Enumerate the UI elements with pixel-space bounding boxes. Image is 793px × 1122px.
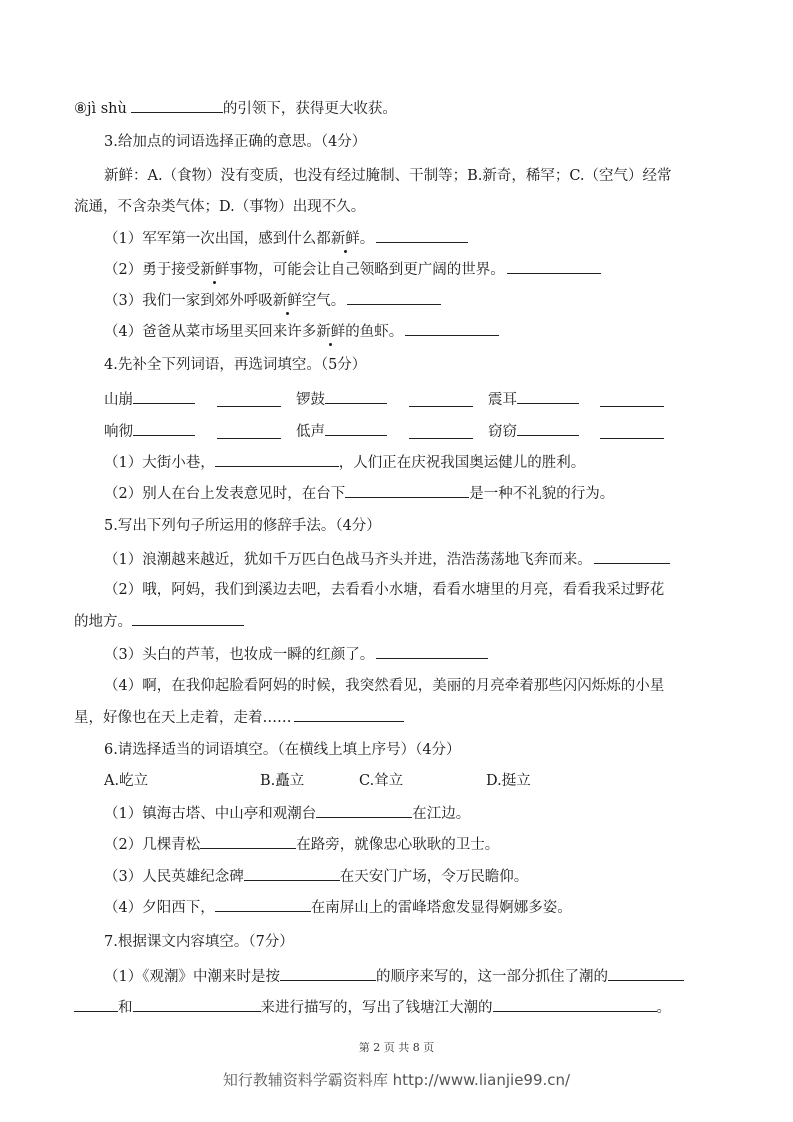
item-8-pinyin: ⑧jì shù [74,101,127,117]
answer-blank[interactable] [215,897,311,912]
option-d: D.挺立 [486,773,531,789]
q7-sentence-1-cont: 和 来进行描写的，写出了钱塘江大潮的 。 [74,997,671,1018]
dotted-word: 新鲜 [330,231,360,247]
q5-sentence-4: （4）啊，在我仰起脸看阿妈的时候，我突然看见，美丽的月亮牵着那些闪闪烁烁的小星 [104,678,665,694]
answer-blank[interactable] [517,389,579,404]
answer-blank[interactable] [376,228,468,243]
answer-blank[interactable] [409,424,473,439]
q5-sentence-1: （1）浪潮越来越近，犹如千万匹白色战马齐头并进，浩浩荡荡地飞奔而来。 [104,549,670,570]
option-c: C.耸立 [359,773,404,789]
answer-blank[interactable] [133,389,195,404]
q3-sentence-4: （4）爸爸从菜市场里买回来许多新鲜的鱼虾。 [104,321,499,342]
q6-sentence-2: （2）几棵青松 在路旁，就像忠心耿耿的卫士。 [104,834,499,855]
answer-blank[interactable] [600,392,664,407]
q5-sentence-3: （3）头白的芦苇，也妆成一瞬的红颜了。 [104,644,488,665]
answer-blank[interactable] [517,421,579,436]
q4-sentence-1: （1）大街小巷， ，人们正在庆祝我国奥运健儿的胜利。 [104,452,585,473]
answer-blank[interactable] [131,98,223,113]
dotted-word: 新鲜 [316,324,346,340]
watermark: 知行教辅资料学霸资料库 http://www.lianjie99.cn/ [222,1071,571,1089]
option-b: B.矗立 [260,773,305,789]
answer-blank[interactable] [325,389,387,404]
word-item: 山崩 [104,389,195,410]
answer-blank[interactable] [133,997,261,1012]
q7-sentence-1: （1）《观潮》中潮来时是按 的顺序来写的，这一部分抓住了潮的 [104,966,684,987]
q6-sentence-1: （1）镇海古塔、中山亭和观潮台 在江边。 [104,803,470,824]
answer-blank[interactable] [294,707,404,722]
q6-sentence-3: （3）人民英雄纪念碑 在天安门广场，令万民瞻仰。 [104,866,528,887]
answer-blank[interactable] [200,834,296,849]
answer-blank[interactable] [217,424,281,439]
answer-blank[interactable] [244,866,340,881]
word-item: 震耳 [488,389,579,410]
question-5-heading: 5.写出下列句子所运用的修辞手法。（4分） [104,518,381,534]
option-a: A.屹立 [104,773,149,789]
item-8-text: 的引领下，获得更大收获。 [222,101,397,117]
dotted-word: 新鲜 [200,262,230,278]
answer-blank[interactable] [600,424,664,439]
answer-blank[interactable] [608,966,684,981]
q4-sentence-2: （2）别人在台上发表意见时，在台下 是一种不礼貌的行为。 [104,483,614,504]
question-4-heading: 4.先补全下列词语，再选词填空。（5分） [104,357,367,373]
answer-blank[interactable] [376,644,488,659]
word-item: 低声 [296,421,387,442]
answer-blank[interactable] [405,321,499,336]
answer-blank[interactable] [507,259,601,274]
answer-blank[interactable] [493,997,657,1012]
dotted-word: 新鲜 [272,293,302,309]
answer-blank[interactable] [325,421,387,436]
answer-blank[interactable] [347,290,441,305]
q6-sentence-4: （4）夕阳西下， 在南屏山上的雷峰塔愈发显得婀娜多姿。 [104,897,572,918]
question-7-heading: 7.根据课文内容填空。（7分） [104,934,294,950]
answer-blank[interactable] [217,392,281,407]
definition-line-1: 新鲜：A.（食物）没有变质，也没有经过腌制、干制等；B.新奇，稀罕；C.（空气）经常 [104,168,672,184]
answer-blank[interactable] [215,452,339,467]
answer-blank[interactable] [409,392,473,407]
answer-blank[interactable] [316,803,412,818]
answer-blank[interactable] [132,611,244,626]
answer-blank[interactable] [133,421,195,436]
question-3-heading: 3.给加点的词语选择正确的意思。（4分） [104,134,367,150]
answer-blank[interactable] [594,549,670,564]
page-number: 第 2 页 共 8 页 [358,1041,435,1054]
word-item: 响彻 [104,421,195,442]
answer-blank[interactable] [280,966,376,981]
word-item: 窃窃 [488,421,579,442]
question-6-heading: 6.请选择适当的词语填空。（在横线上填上序号）（4分） [104,742,461,758]
answer-blank[interactable] [345,483,469,498]
q3-sentence-3: （3）我们一家到郊外呼吸新鲜空气。 [104,290,441,311]
item-8-line [74,98,397,119]
q3-sentence-1: （1）军军第一次出国，感到什么都新鲜。 [104,228,468,249]
q5-sentence-2: （2）哦，阿妈，我们到溪边去吧，去看看小水塘，看看水塘里的月亮，看看我采过野花 [104,582,665,598]
q5-sentence-4-cont: 星，好像也在天上走着，走着…… [74,707,404,728]
q3-sentence-2: （2）勇于接受新鲜事物，可能会让自己领略到更广阔的世界。 [104,259,601,280]
definition-line-2: 流通，不含杂类气体；D.（事物）出现不久。 [74,199,366,215]
answer-blank[interactable] [74,997,118,1012]
q5-sentence-2-cont: 的地方。 [74,611,244,632]
word-item: 锣鼓 [296,389,387,410]
